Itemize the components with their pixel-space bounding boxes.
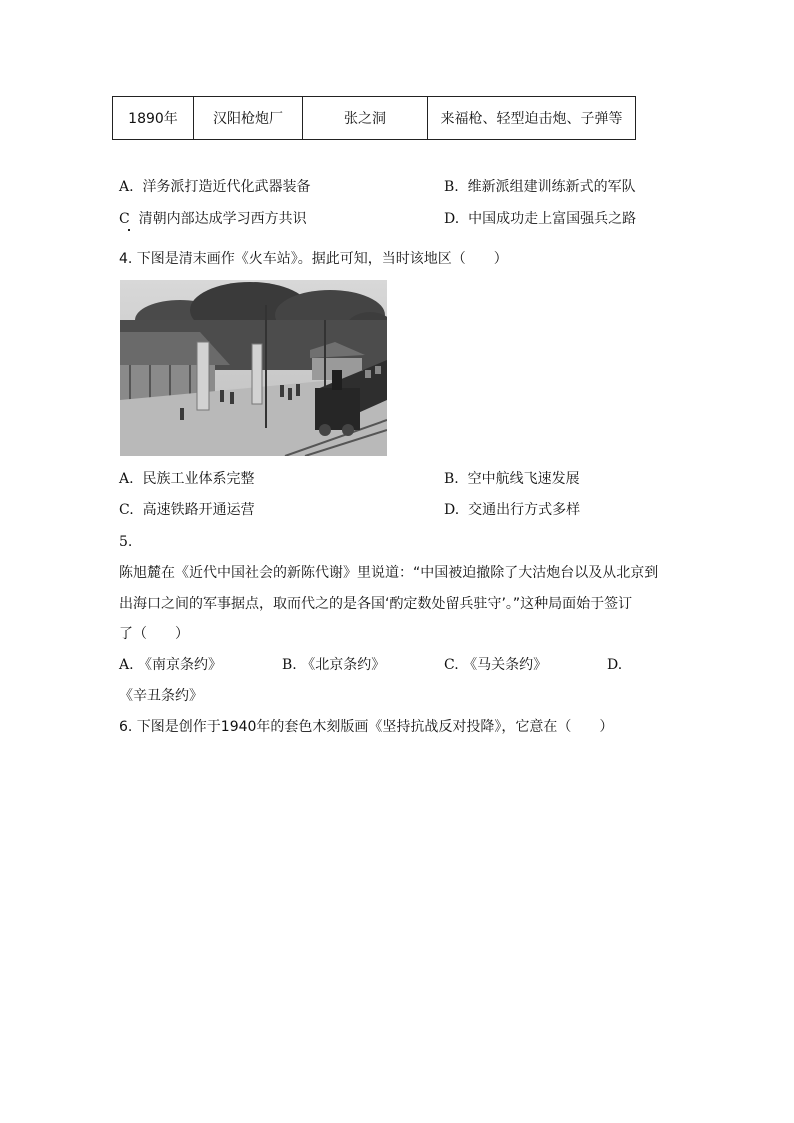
q5-option-c: C. 《马关条约》 [444,657,548,673]
q3-option-c: C 清朝内部达成学习西方共识 [119,211,307,227]
q3-option-a: A. 洋务派打造近代化武器装备 [119,179,311,195]
train-station-photo [120,280,387,456]
cell-factory: 汉阳枪炮厂 [194,97,303,140]
q5-stem-line-1: 陈旭麓在《近代中国社会的新陈代谢》里说道：“中国被迫撤除了大沽炮台以及从北京到 [119,565,659,581]
q4-option-a: A. 民族工业体系完整 [119,471,255,487]
cell-founder: 张之洞 [303,97,428,140]
info-table [112,96,636,140]
cell-products: 来福枪、轻型迫击炮、子弹等 [428,97,636,140]
q3-option-b: B. 维新派组建训练新式的军队 [444,179,636,195]
q4-stem: 4. 下图是清末画作《火车站》。据此可知，当时该地区（ ） [119,251,508,267]
q5-option-a: A. 《南京条约》 [119,657,223,673]
dot-mark [128,229,130,231]
q6-stem: 6. 下图是创作于1940年的套色木刻版画《坚持抗战反对投降》，它意在（ ） [119,719,614,735]
q5-stem-line-3: 了（ ） [119,626,189,642]
q4-option-c: C. 高速铁路开通运营 [119,502,255,518]
q5-number: 5. [119,534,133,550]
cell-year: 1890年 [113,97,194,140]
q5-option-d-text: 《辛丑条约》 [119,688,203,704]
q4-option-b: B. 空中航线飞速发展 [444,471,580,487]
q4-option-d: D. 交通出行方式多样 [444,502,581,518]
q5-stem-line-2: 出海口之间的军事据点，取而代之的是各国‘酌定数处留兵驻守’。”这种局面始于签订 [119,596,633,612]
q5-option-b: B. 《北京条约》 [282,657,386,673]
q3-option-d: D. 中国成功走上富国强兵之路 [444,211,637,227]
q5-option-d-letter: D. [607,657,623,673]
table-row [113,97,636,140]
